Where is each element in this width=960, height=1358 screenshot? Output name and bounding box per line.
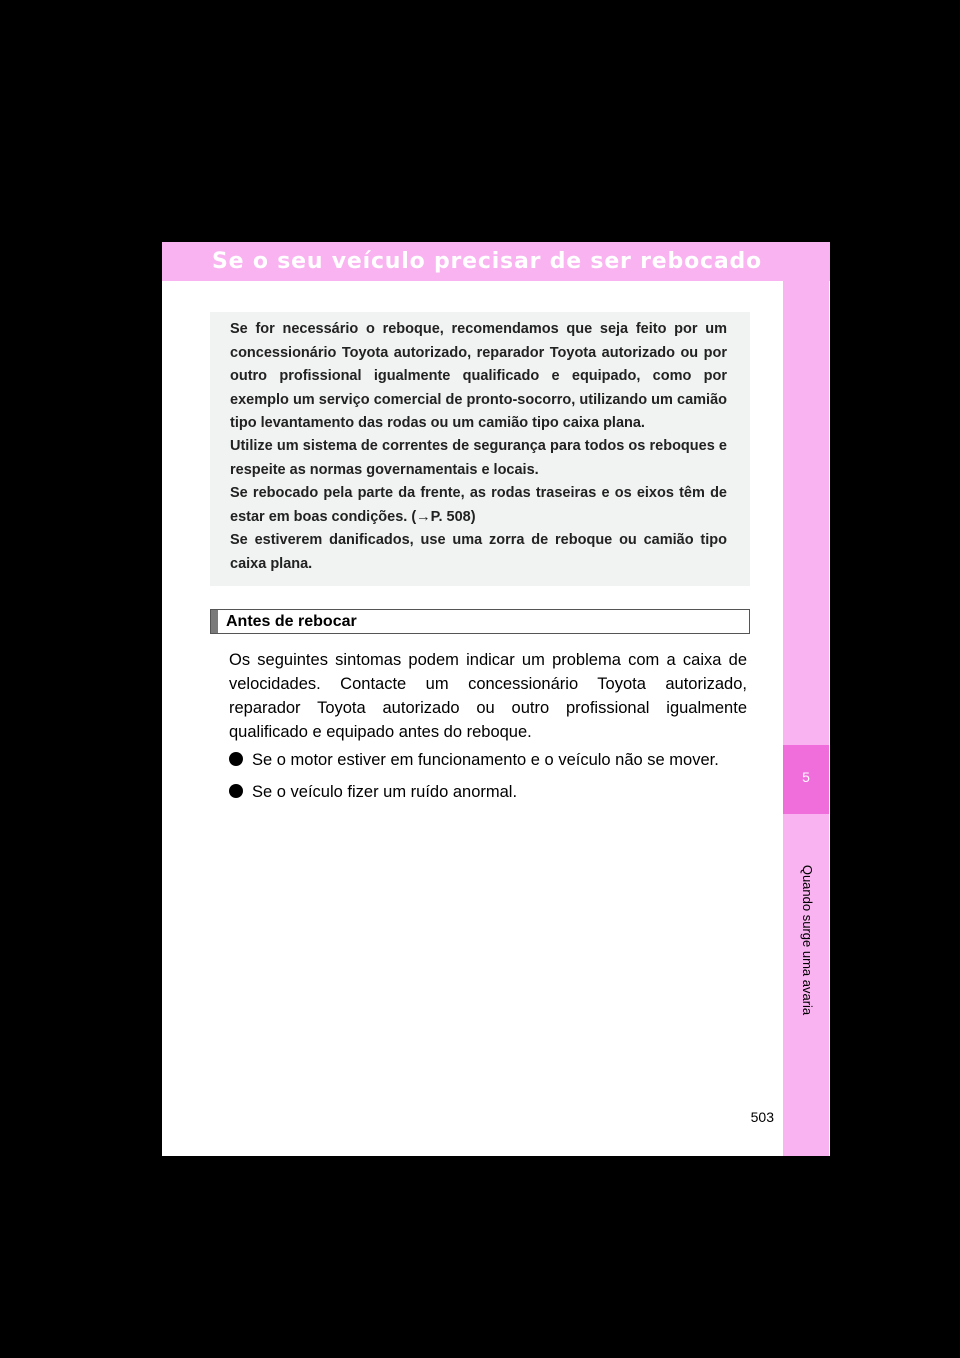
page-title: Se o seu veículo precisar de ser rebocado [212,249,762,274]
body-paragraph: Os seguintes sintomas podem indicar um problema com a caixa de velocidades. Contacte um concessionário Toyota autorizado, reparador Toyota autorizado ou outro profissional igualmente qualificado e equipado antes do reboque. [229,651,747,741]
section-heading-label: Antes de rebocar [226,613,357,630]
intro-paragraph: Utilize um sistema de correntes de segurança para todos os reboques e respeite as normas governamentais e locais. [230,438,727,478]
bullet-icon [229,784,243,798]
page-number: 503 [750,1109,774,1125]
list-item [229,748,749,772]
chapter-number: 5 [802,769,810,785]
bullet-icon [229,752,243,766]
chapter-title: Quando surge uma avaria [800,864,815,1016]
manual-page [162,242,830,1156]
list-item-text: Se o veículo fizer um ruído anormal. [252,783,518,801]
intro-paragraph: Se rebocado pela parte da frente, as rodas traseiras e os eixos têm de estar em boas condições. (→P. 508) [230,485,727,525]
list-item-text: Se o motor estiver em funcionamento e o veículo não se mover. [252,751,719,769]
intro-box [210,312,750,586]
intro-paragraph: Se for necessário o reboque, recomendamos que seja feito por um concessionário Toyota autorizado, reparador Toyota autorizado ou por outro profissional igualmente qualificado e equipado, como por exemplo um serviço comercial de pronto-socorro, utilizando um camião tipo levantamento das rodas ou um camião tipo caixa plana. [230,321,727,431]
intro-paragraph: Se estiverem danificados, use uma zorra de reboque ou camião tipo caixa plana. [230,532,727,572]
heading-marker [211,610,218,633]
section-heading [210,609,750,634]
list-item [229,780,749,804]
